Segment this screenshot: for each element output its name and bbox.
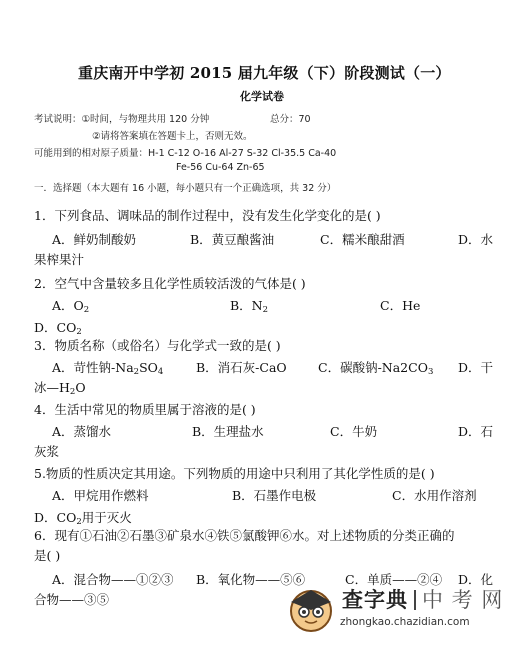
question-1-stem: 1．下列食品、调味品的制作过程中，没有发生化学变化的是( ) (34, 208, 381, 223)
question-5-stem: 5.物质的性质决定其用途。下列物质的用途中只利用了其化学性质的是( ) (34, 466, 435, 481)
question-5-option-c: C．水用作溶剂 (392, 488, 477, 503)
question-1-option-d: D．水 (458, 232, 494, 247)
question-5-option-a: A．甲烷用作燃料 (52, 488, 149, 503)
mascot-icon (286, 584, 336, 634)
question-2-option-a: A．$O_2$ (52, 298, 90, 315)
question-6-stem-cont: 是( ) (34, 548, 61, 563)
question-3-option-c: C．碳酸钠$-Na2CO_3$ (318, 360, 434, 377)
exam-note-time: 考试说明：①时间，与物理共用 120 分钟 (34, 114, 210, 125)
watermark-brand: 查字典 中 考 网 (342, 588, 504, 612)
question-1-option-c: C．糯米酿甜酒 (320, 232, 405, 247)
question-6-option-a: A．混合物——①②③ (52, 572, 174, 587)
question-3-option-a: A．苛性钠$-Na_2SO_4$ (52, 360, 164, 377)
question-5-option-d: D．$CO_2$用于灭火 (34, 510, 132, 527)
watermark-logo (286, 582, 522, 646)
question-2-option-b: B．$N_2$ (230, 298, 269, 315)
question-1-option-d-cont: 果榨果汁 (34, 252, 85, 267)
question-3-option-d: D．干 (458, 360, 494, 375)
question-2-option-c: C．He (380, 298, 421, 313)
question-4-option-d: D．石 (458, 424, 494, 439)
question-4-option-a: A．蒸馏水 (52, 424, 112, 439)
question-6-option-b: B．氧化物——⑤⑥ (196, 572, 306, 587)
question-4-option-c: C．牛奶 (330, 424, 378, 439)
watermark-url: zhongkao.chazidian.com (340, 616, 470, 628)
exam-note-score: 总分：70 (270, 114, 311, 125)
question-1-option-b: B．黄豆酿酱油 (190, 232, 275, 247)
page-subtitle: 化学试卷 (240, 90, 284, 103)
section-heading: 一．选择题（本大题有 16 小题，每小题只有一个正确选项，共 32 分） (34, 183, 337, 194)
question-6-option-d-cont: 合物——③⑤ (34, 592, 110, 607)
atomic-mass-line: 可能用到的相对原子质量：H-1 C-12 O-16 Al-27 S-32 Cl-35.5 Ca-40 (34, 148, 337, 159)
question-6-option-c: C．单质——②④ (345, 572, 443, 587)
question-4-option-b: B．生理盐水 (192, 424, 264, 439)
question-1-option-a: A．鲜奶制酸奶 (52, 232, 137, 247)
question-2-stem: 2．空气中含量较多且化学性质较活泼的气体是( ) (34, 276, 306, 291)
question-4-stem: 4．生活中常见的物质里属于溶液的是( ) (34, 402, 256, 417)
question-3-option-b: B．消石灰-CaO (196, 360, 287, 375)
atomic-mass-line-2: Fe-56 Cu-64 Zn-65 (176, 162, 265, 173)
exam-note-answer: ②请将答案填在答题卡上，否则无效。 (92, 131, 253, 142)
question-2-option-d: D．$CO_2$ (34, 320, 82, 337)
question-6-stem: 6．现有①石油②石墨③矿泉水④铁⑤氯酸钾⑥水。对上述物质的分类正确的 (34, 528, 455, 543)
question-5-option-b: B．石墨作电极 (232, 488, 317, 503)
question-3-option-d-cont: 冰$—H_2O$ (34, 380, 86, 397)
question-6-option-d: D．化 (458, 572, 494, 587)
question-3-stem: 3．物质名称（或俗名）与化学式一致的是( ) (34, 338, 281, 353)
question-4-option-d-cont: 灰浆 (34, 444, 60, 459)
page-title: 重庆南开中学初 2015 届九年级（下）阶段测试（一） (78, 64, 451, 82)
